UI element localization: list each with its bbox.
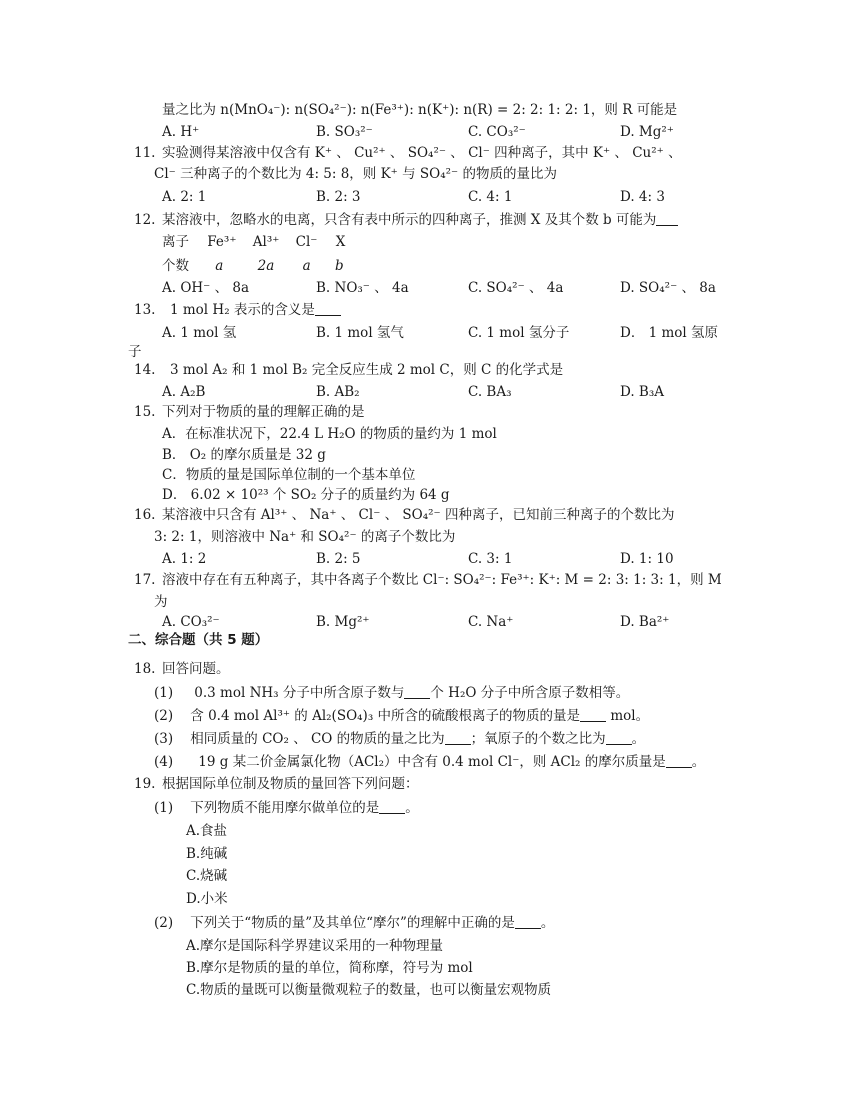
- q19-part-1-option-c: C.烧碱: [186, 868, 228, 884]
- q19-part-1-option-d: D.小米: [186, 891, 228, 907]
- q18-part-4-post: 。: [691, 754, 706, 770]
- q17-stem-line-1: 溶液中存在有五种离子，其中各离子个数比 Cl⁻: SO₄²⁻: Fe³⁺: K⁺: M = 2: 3: 1: 3: 1，则 M: [162, 572, 722, 588]
- q19-part-1-stem: 下列物质不能用摩尔做单位的是: [190, 800, 380, 816]
- q13-number: 13.: [134, 302, 156, 318]
- q11-option-a: A. 2: 1: [162, 189, 207, 205]
- q15-stem: 下列对于物质的量的理解正确的是: [162, 404, 365, 420]
- q12-ion-row: [162, 232, 345, 252]
- q10-option-c: C. CO₃²⁻: [468, 124, 526, 140]
- q11-number: 11.: [134, 145, 156, 161]
- q10-option-b: B. SO₃²⁻: [316, 124, 373, 140]
- q16-stem-line-1: 某溶液中只含有 Al³⁺ 、 Na⁺ 、 Cl⁻ 、 SO₄²⁻ 四种离子，已知前三种离子的个数比为: [162, 507, 675, 523]
- q16-option-a: A. 1: 2: [162, 551, 207, 567]
- q17-stem-line-2: 为: [154, 594, 168, 610]
- q12-ion-fe: Fe³⁺: [207, 234, 237, 250]
- q13-option-d-wrap: 子: [128, 344, 142, 360]
- q19-part-1-option-b: B.纯碱: [186, 846, 228, 862]
- q18-part-2-blank: [580, 707, 606, 722]
- q18-part-1: [154, 683, 629, 703]
- q19-part-1: [154, 798, 419, 818]
- q16-stem-line-2: 3: 2: 1，则溶液中 Na⁺ 和 SO₄²⁻ 的离子个数比为: [154, 529, 456, 545]
- q19-part-1-label: (1): [154, 800, 174, 816]
- q12-count-cl: a: [302, 258, 311, 274]
- q19-stem: 根据国际单位制及物质的量回答下列问题：: [162, 776, 419, 792]
- q12-answer-blank: [656, 211, 678, 226]
- q12-option-d: D. SO₄²⁻ 、 8a: [620, 280, 716, 296]
- q12-option-a: A. OH⁻ 、 8a: [162, 280, 250, 296]
- q12-count-header: 个数: [162, 258, 189, 274]
- q17-number: 17.: [134, 572, 156, 588]
- q14-option-c: C. BA₃: [468, 384, 512, 400]
- q19-part-2-option-b: B.摩尔是物质的量的单位，简称摩，符号为 mol: [186, 960, 473, 976]
- q18-part-3-post: 。: [631, 731, 646, 747]
- q12-count-al: 2a: [257, 258, 275, 274]
- q19-part-2-stem: 下列关于“物质的量”及其单位“摩尔”的理解中正确的是: [190, 915, 515, 931]
- q18-part-4-pre: 19 g 某二价金属氯化物（ACl₂）中含有 0.4 mol Cl⁻，则 ACl₂ 的摩尔质量是: [198, 754, 666, 770]
- q13-option-d: D． 1 mol 氢原: [620, 325, 719, 341]
- q19-part-2-option-a: A.摩尔是国际科学界建议采用的一种物理量: [186, 938, 444, 954]
- q12-number: 12.: [134, 212, 156, 228]
- q19-part-2-end: 。: [540, 915, 555, 931]
- q18-part-1-blank: [404, 684, 430, 699]
- q14-option-a: A. A₂B: [162, 384, 206, 400]
- q13-option-a: A. 1 mol 氢: [162, 325, 237, 341]
- q16-option-b: B. 2: 5: [316, 551, 361, 567]
- q18-part-2-post: mol。: [606, 708, 650, 724]
- q18-part-2-label: (2): [154, 708, 174, 724]
- q16-option-d: D. 1: 10: [620, 551, 674, 567]
- q12-count-fe: a: [215, 258, 224, 274]
- q14-number: 14.: [134, 362, 156, 378]
- q18-part-1-pre: 0.3 mol NH₃ 分子中所含原子数与: [194, 685, 405, 701]
- q13-stem-line-1: [170, 300, 341, 320]
- q10-option-d: D. Mg²⁺: [620, 124, 674, 140]
- q15-option-b: B． O₂ 的摩尔质量是 32 g: [162, 447, 326, 463]
- q13-option-c: C. 1 mol 氢分子: [468, 325, 570, 341]
- q12-ion-cl: Cl⁻: [295, 234, 318, 250]
- q15-number: 15.: [134, 404, 156, 420]
- q17-option-d: D. Ba²⁺: [620, 614, 670, 630]
- q15-option-a: A．在标准状况下，22.4 L H₂O 的物质的量约为 1 mol: [162, 426, 497, 442]
- q15-option-c: C．物质的量是国际单位制的一个基本单位: [162, 467, 416, 483]
- q16-number: 16.: [134, 507, 156, 523]
- q18-part-2-pre: 含 0.4 mol Al³⁺ 的 Al₂(SO₄)₃ 中所含的硫酸根离子的物质的量是: [190, 708, 581, 724]
- q13-option-b: B. 1 mol 氢气: [316, 325, 404, 341]
- q17-option-c: C. Na⁺: [468, 614, 514, 630]
- q12-stem-line-1: [162, 210, 678, 230]
- q18-part-3: [154, 729, 645, 749]
- section-heading: 二、综合题（共 5 题）: [128, 632, 269, 648]
- q11-stem-line-2: Cl⁻ 三种离子的个数比为 4: 5: 8，则 K⁺ 与 SO₄²⁻ 的物质的量比为: [154, 166, 557, 182]
- q12-ion-al: Al³⁺: [252, 234, 280, 250]
- q18-part-1-label: (1): [154, 685, 174, 701]
- q12-option-c: C. SO₄²⁻ 、 4a: [468, 280, 564, 296]
- q18-part-3-blank-1: [445, 730, 471, 745]
- q11-option-b: B. 2: 3: [316, 189, 361, 205]
- q19-part-2: [154, 913, 554, 933]
- q18-part-3-pre: 相同质量的 CO₂ 、 CO 的物质的量之比为: [190, 731, 445, 747]
- q19-number: 19.: [134, 776, 156, 792]
- q19-part-1-blank: [379, 799, 405, 814]
- q18-part-1-post: 个 H₂O 分子中所含原子数相等。: [430, 685, 630, 701]
- q12-ion-header: 离子: [162, 234, 189, 250]
- q17-option-a: A. CO₃²⁻: [162, 614, 220, 630]
- q12-ion-x: X: [335, 234, 346, 250]
- q19-part-2-option-c: C.物质的量既可以衡量微观粒子的数量，也可以衡量宏观物质: [186, 982, 552, 998]
- q19-part-1-option-a: A.食盐: [186, 823, 228, 839]
- q10-option-a: A. H⁺: [162, 124, 200, 140]
- q18-number: 18.: [134, 661, 156, 677]
- q16-option-c: C. 3: 1: [468, 551, 513, 567]
- q19-part-1-end: 。: [405, 800, 419, 816]
- q18-part-2: [154, 706, 649, 726]
- q18-part-3-blank-2: [606, 730, 632, 745]
- q12-count-row: [162, 256, 344, 276]
- q18-part-4-blank: [666, 753, 692, 768]
- q12-count-x: b: [334, 258, 344, 274]
- q18-part-3-mid: ；氧原子的个数之比为: [470, 731, 606, 747]
- q19-part-2-blank: [515, 914, 541, 929]
- q10-stem: 量之比为 n(MnO₄⁻): n(SO₄²⁻): n(Fe³⁺): n(K⁺): n(R) = 2: 2: 1: 2: 1，则 R 可能是: [162, 102, 678, 118]
- q14-option-b: B. AB₂: [316, 384, 360, 400]
- q11-option-d: D. 4: 3: [620, 189, 665, 205]
- q14-option-d: D. B₃A: [620, 384, 665, 400]
- q18-part-4: [154, 752, 705, 772]
- q12-stem-text: 某溶液中，忽略水的电离，只含有表中所示的四种离子，推测 X 及其个数 b 可能为: [162, 212, 657, 228]
- q14-stem: 3 mol A₂ 和 1 mol B₂ 完全反应生成 2 mol C，则 C 的化学式是: [170, 362, 564, 378]
- q11-option-c: C. 4: 1: [468, 189, 513, 205]
- q15-option-d: D． 6.02 × 10²³ 个 SO₂ 分子的质量约为 64 g: [162, 487, 450, 503]
- q18-part-4-label: (4): [154, 754, 174, 770]
- q13-stem-text: 1 mol H₂ 表示的含义是: [170, 302, 315, 318]
- q13-answer-blank: [315, 301, 341, 316]
- q12-option-b: B. NO₃⁻ 、 4a: [316, 280, 409, 296]
- q19-part-2-label: (2): [154, 915, 174, 931]
- q11-stem-line-1: 实验测得某溶液中仅含有 K⁺ 、 Cu²⁺ 、 SO₄²⁻ 、 Cl⁻ 四种离子，其中 K⁺ 、 Cu²⁺ 、: [162, 145, 682, 161]
- q18-part-3-label: (3): [154, 731, 174, 747]
- q17-option-b: B. Mg²⁺: [316, 614, 370, 630]
- q18-stem: 回答问题。: [162, 661, 230, 677]
